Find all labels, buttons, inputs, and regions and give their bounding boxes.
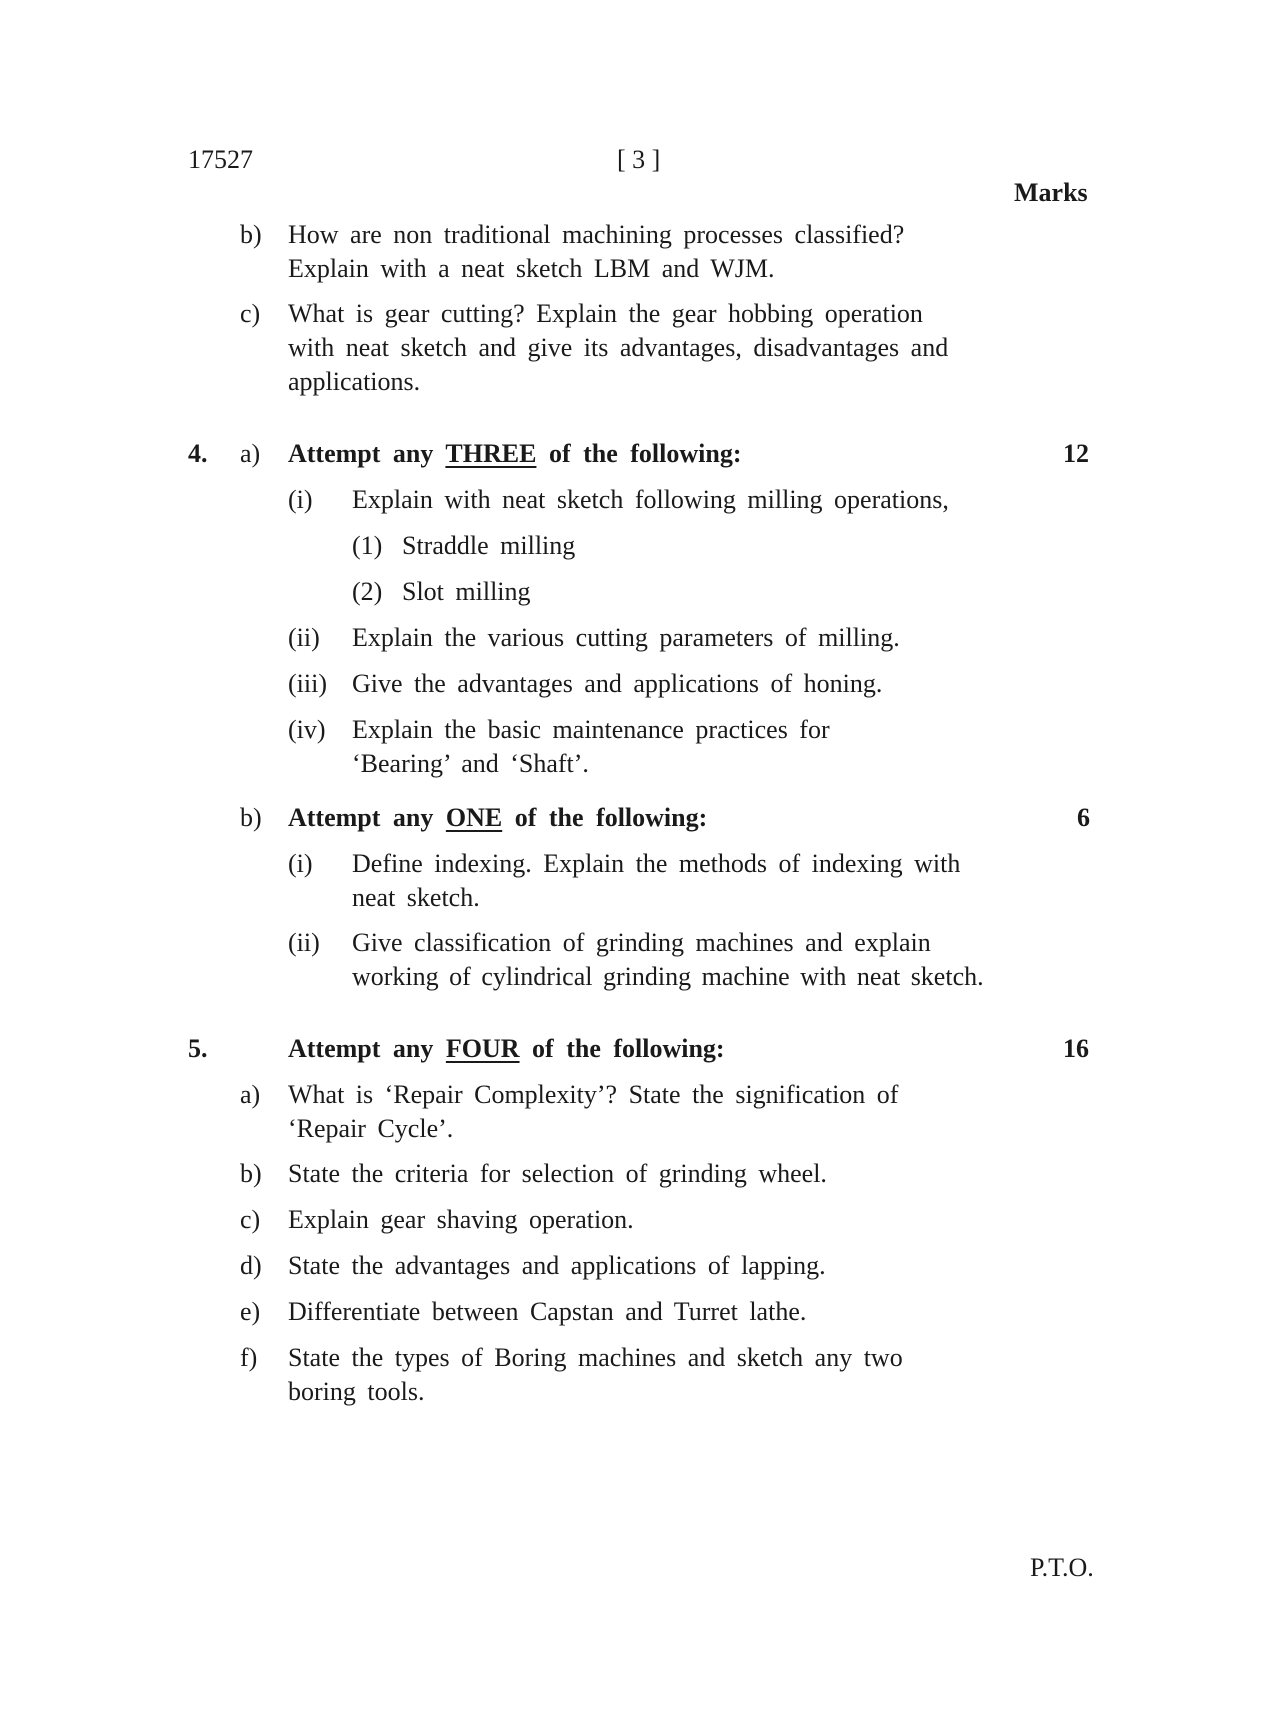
q5-instr-pre: Attempt any: [288, 1034, 446, 1063]
q3-b-line1: How are non traditional machining processes classified?: [288, 220, 905, 249]
q5-item-label: a): [240, 1080, 261, 1109]
q4-b-item-label: (i): [288, 849, 313, 878]
q4-a-subitem-label: (1): [352, 531, 383, 560]
q5-item-text: What is ‘Repair Complexity’? State the signification of: [288, 1080, 899, 1109]
q4-a-item-text: Explain the various cutting parameters of milling.: [352, 623, 900, 652]
q4-a-subitem-label: (2): [352, 577, 383, 606]
q4-a-label: a): [240, 439, 261, 468]
q5-item-label: c): [240, 1205, 261, 1234]
q5-item-text: ‘Repair Cycle’.: [288, 1114, 454, 1143]
q4-b-item-label: (ii): [288, 928, 320, 957]
q4-a-instruction: [288, 437, 741, 471]
q4-b-instr-pre: Attempt any: [288, 803, 446, 832]
q4-a-marks: 12: [1063, 439, 1089, 468]
q5-item-label: d): [240, 1251, 262, 1280]
q4-b-item-text: Define indexing. Explain the methods of indexing with: [352, 849, 961, 878]
q4-b-item-text: working of cylindrical grinding machine with neat sketch.: [352, 962, 984, 991]
q4-a-item-text: ‘Bearing’ and ‘Shaft’.: [352, 749, 589, 778]
q5-item-text: State the criteria for selection of grinding wheel.: [288, 1159, 827, 1188]
q4-a-subitem-text: Slot milling: [402, 577, 531, 606]
q5-instruction: [288, 1032, 725, 1066]
page-number: [ 3 ]: [617, 145, 661, 174]
q4-a-item-label: (i): [288, 485, 313, 514]
q5-item-label: e): [240, 1297, 261, 1326]
q4-b-item-text: Give classification of grinding machines and explain: [352, 928, 931, 957]
q3-c-line3: applications.: [288, 367, 421, 396]
q4-number: 4.: [188, 439, 208, 468]
q3-c-label: c): [240, 299, 261, 328]
q5-marks: 16: [1063, 1034, 1089, 1063]
q4-b-item-text: neat sketch.: [352, 883, 480, 912]
q4-b-instruction: [288, 801, 707, 835]
q4-a-instr-pre: Attempt any: [288, 439, 446, 468]
q4-a-item-label: (ii): [288, 623, 320, 652]
q5-item-label: f): [240, 1343, 258, 1372]
q5-item-text: Explain gear shaving operation.: [288, 1205, 634, 1234]
q4-b-instr-key: ONE: [445, 803, 503, 832]
q4-a-item-text: Give the advantages and applications of honing.: [352, 669, 883, 698]
q4-a-instr-key: THREE: [445, 439, 537, 468]
q5-instr-key: FOUR: [445, 1034, 520, 1063]
q3-c-line2: with neat sketch and give its advantages, disadvantages and: [288, 333, 949, 362]
q4-a-item-label: (iv): [288, 715, 326, 744]
q5-item-label: b): [240, 1159, 262, 1188]
q4-a-item-label: (iii): [288, 669, 327, 698]
q5-item-text: State the types of Boring machines and sketch any two: [288, 1343, 903, 1372]
pto-footer: P.T.O.: [1030, 1553, 1094, 1582]
q4-b-instr-post: of the following:: [502, 803, 708, 832]
q5-item-text: boring tools.: [288, 1377, 425, 1406]
q4-a-item-text: Explain with neat sketch following milling operations,: [352, 485, 949, 514]
q5-number: 5.: [188, 1034, 208, 1063]
marks-heading: Marks: [1014, 178, 1088, 207]
q4-b-label: b): [240, 803, 262, 832]
q4-a-instr-post: of the following:: [536, 439, 742, 468]
q3-c-line1: What is gear cutting? Explain the gear hobbing operation: [288, 299, 923, 328]
q3-b-line2: Explain with a neat sketch LBM and WJM.: [288, 254, 775, 283]
paper-code: 17527: [188, 145, 253, 174]
q4-b-marks: 6: [1077, 803, 1090, 832]
q4-a-item-text: Explain the basic maintenance practices for: [352, 715, 830, 744]
q5-item-text: State the advantages and applications of lapping.: [288, 1251, 826, 1280]
q5-item-text: Differentiate between Capstan and Turret lathe.: [288, 1297, 807, 1326]
q4-a-subitem-text: Straddle milling: [402, 531, 576, 560]
q5-instr-post: of the following:: [519, 1034, 725, 1063]
q3-b-label: b): [240, 220, 262, 249]
